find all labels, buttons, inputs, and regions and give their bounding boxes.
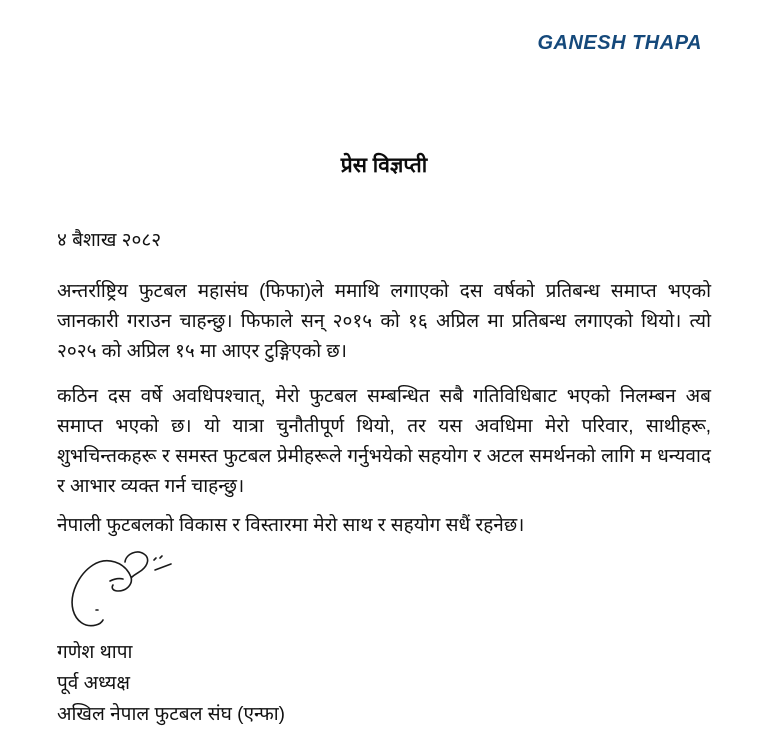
body-paragraph-1: अन्तर्राष्ट्रिय फुटबल महासंघ (फिफा)ले ममाथि लगाएको दस वर्षको प्रतिबन्ध समाप्त भएको जानकारी गराउन चाहन्छु। फिफाले सन् २०१५ को १६ अप्रिल मा प्रतिबन्ध लगाएको थियो। त्यो २०२५ को अप्रिल १५ मा आएर टुङ्गिएको छ। <box>57 281 711 362</box>
signoff-name: गणेश थापा <box>57 642 133 663</box>
signoff-organization: अखिल नेपाल फुटबल संघ (एन्फा) <box>57 704 286 725</box>
document-title: प्रेस विज्ञप्ती <box>340 154 428 177</box>
handwritten-signature-icon <box>55 548 195 633</box>
signoff-block <box>57 637 285 730</box>
letterhead-name: GANESH THAPA <box>537 32 702 54</box>
body-paragraph-2: कठिन दस वर्षे अवधिपश्चात्, मेरो फुटबल सम्बन्धित सबै गतिविधिबाट भएको निलम्बन अब समाप्त भएको छ। यो यात्रा चुनौतीपूर्ण थियो, तर यस अवधिमा मेरो परिवार, साथीहरू, शुभचिन्तकहरू र समस्त फुटबल प्रेमीहरूले गर्नुभयेको सहयोग र अटल समर्थनको लागि म धन्यवाद र आभार व्यक्त गर्न चाहन्छु। <box>57 386 711 497</box>
signoff-role: पूर्व अध्यक्ष <box>57 673 130 694</box>
body-paragraph-3: नेपाली फुटबलको विकास र विस्तारमा मेरो साथ र सहयोग सधैं रहनेछ। <box>57 515 525 536</box>
document-date: ४ बैशाख २०८२ <box>57 230 162 251</box>
